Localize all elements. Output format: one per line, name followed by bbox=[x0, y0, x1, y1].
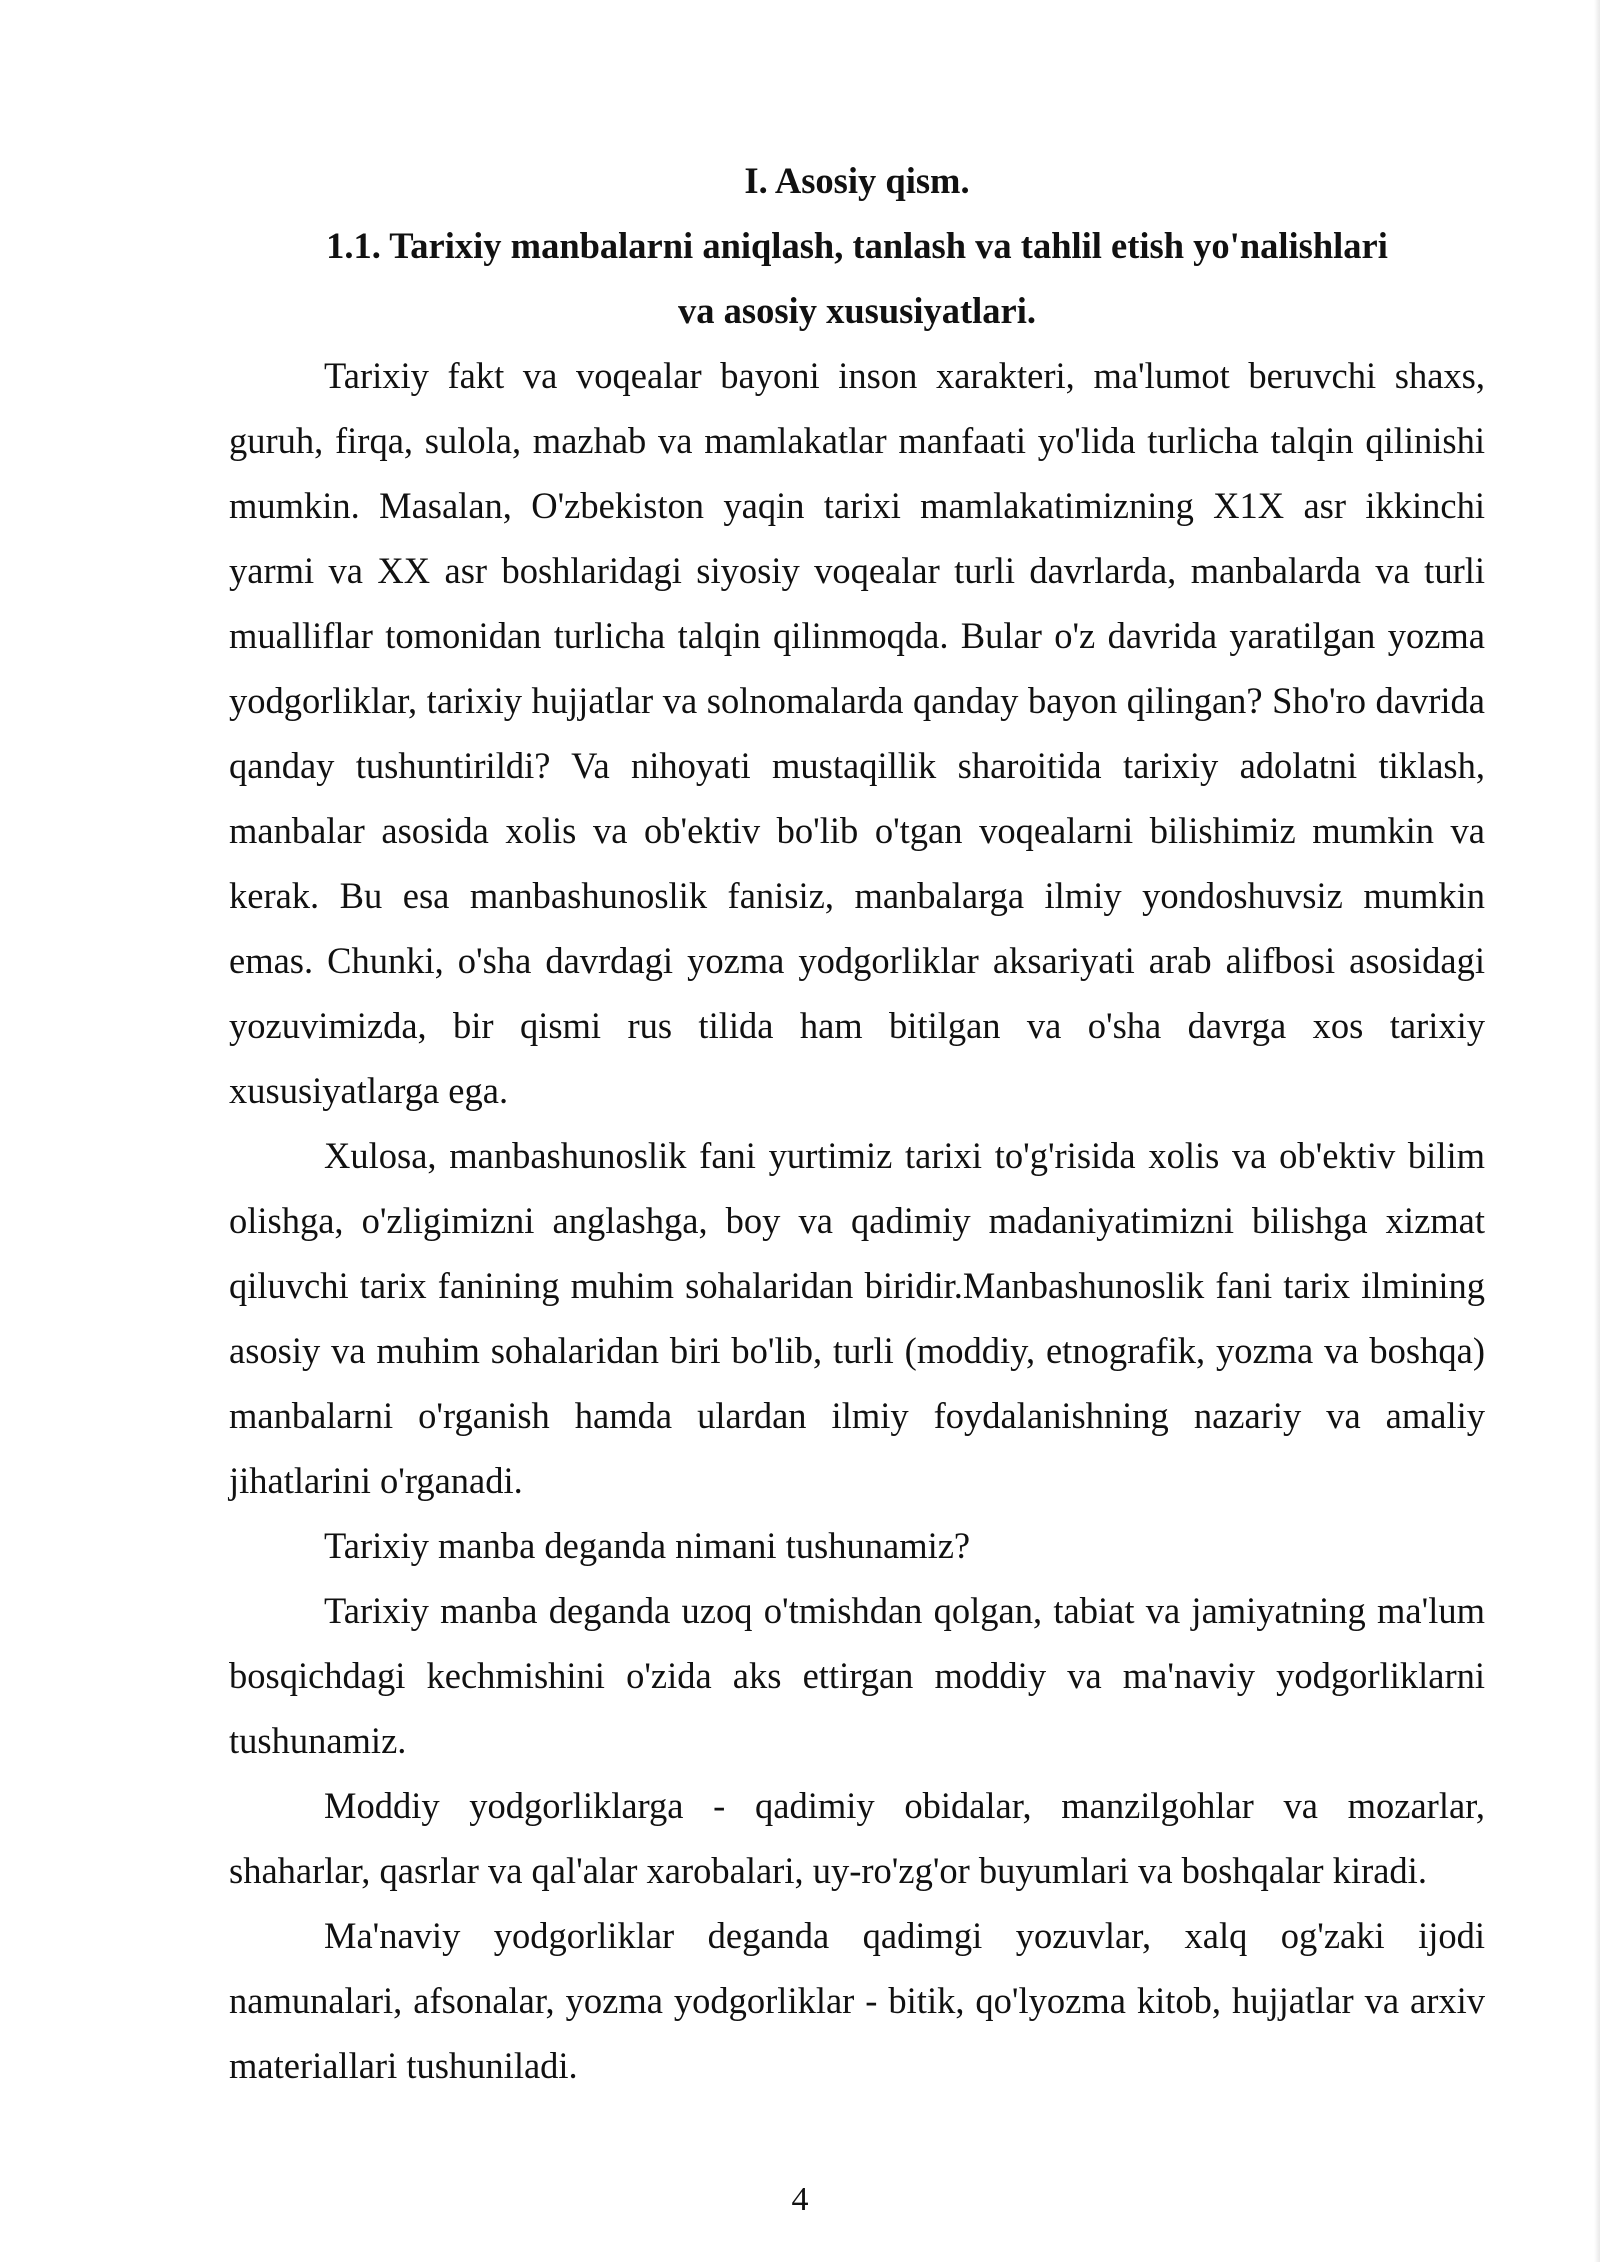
paragraph-question: Tarixiy manba deganda nimani tushunamiz? bbox=[324, 1525, 971, 1566]
paragraph-conclusion: Xulosa, manbashunoslik fani yurtimiz tarixi to'g'risida xolis va ob'ektiv bilim olishga, o'zligimizni anglashga, boy va qadimiy madaniyatimizni bilishga xizmat qiluvchi tarix fanining muhim sohalaridan biridir.Manbashunoslik fani tarix ilmining asosiy va muhim sohalaridan biri bo'lib, turli (moddiy, etnografik, yozma va boshqa) manbalarni o'rganish hamda ulardan ilmiy foydalanishning nazariy va amaliy jihatlarini o'rganadi. bbox=[229, 1135, 1485, 1501]
section-heading-continued: va asosiy xususiyatlari. bbox=[678, 290, 1036, 331]
paragraph-historical-facts: Tarixiy fakt va voqealar bayoni inson xarakteri, ma'lumot beruvchi shaxs, guruh, firqa, sulola, mazhab va mamlakatlar manfaati yo'lida turlicha talqin qilinishi mumkin. Masalan, O'zbekiston yaqin tarixi mamlakatimizning X1X asr ikkinchi yarmi va XX asr boshlaridagi siyosiy voqealar turli davrlarda, manbalarda va turli mualliflar tomonidan turlicha talqin qilinmoqda. Bular o'z davrida yaratilgan yozma yodgorliklar, tarixiy hujjatlar va solnomalarda qanday bayon qilingan? Sho'ro davrida qanday tushuntirildi? Va nihoyati mustaqillik sharoitida tarixiy adolatni tiklash, manbalar asosida xolis va ob'ektiv bo'lib o'tgan voqealarni bilishimiz mumkin va kerak. Bu esa manbashunoslik fanisiz, manbalarga ilmiy yondoshuvsiz mumkin emas. Chunki, o'sha davrdagi yozma yodgorliklar aksariyati arab alifbosi asosidagi yozuvimizda, bir qismi rus tilida ham bitilgan va o'sha davrga xos tarixiy xususiyatlarga ega. bbox=[229, 355, 1485, 1111]
section-heading: 1.1. Tarixiy manbalarni aniqlash, tanlash va tahlil etish yo'nalishlari bbox=[326, 225, 1388, 266]
page-edge-shadow bbox=[1594, 0, 1600, 2262]
page-number: 4 bbox=[791, 2181, 809, 2218]
chapter-heading: I. Asosiy qism. bbox=[744, 160, 970, 201]
paragraph-definition: Tarixiy manba deganda uzoq o'tmishdan qolgan, tabiat va jamiyatning ma'lum bosqichdagi kechmishini o'zida aks ettirgan moddiy va ma'naviy yodgorliklarni tushunamiz. bbox=[229, 1590, 1485, 1761]
paragraph-material-monuments: Moddiy yodgorliklarga - qadimiy obidalar, manzilgohlar va mozarlar, shaharlar, qasrlar va qal'alar xarobalari, uy-ro'zg'or buyumlari va boshqalar kiradi. bbox=[229, 1785, 1485, 1891]
document-body bbox=[229, 148, 1485, 2098]
paragraph-spiritual-monuments: Ma'naviy yodgorliklar deganda qadimgi yozuvlar, xalq og'zaki ijodi namunalari, afsonalar, yozma yodgorliklar - bitik, qo'lyozma kitob, hujjatlar va arxiv materiallari tushuniladi. bbox=[229, 1915, 1485, 2086]
